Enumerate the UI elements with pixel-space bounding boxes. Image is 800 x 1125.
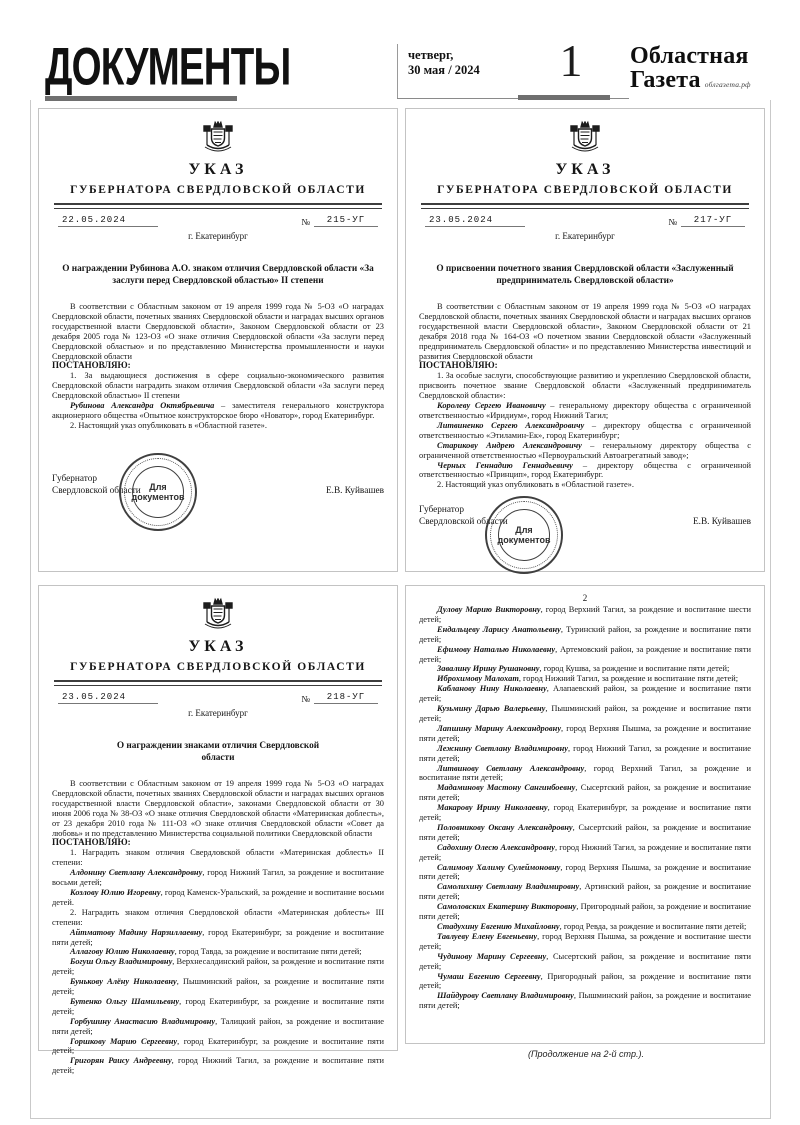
- award-entry: Старикову Андрею Александровичу – генеральному директору общества с ограниченной ответственностью «Первоуральский Автоагрегатный завод»;: [419, 440, 752, 460]
- doc-org-label: ГУБЕРНАТОРА СВЕРДЛОВСКОЙ ОБЛАСТИ: [437, 184, 733, 196]
- logo-line2: [630, 68, 751, 97]
- awardee-name: Лежнину Светлану Владимировну: [437, 743, 568, 753]
- continuation-page-number: 2: [582, 593, 588, 603]
- award-entry: Ендальцеву Ларису Анатольевну, Туринский район, за рождение и воспитание пяти детей;: [419, 624, 752, 644]
- award-entry: Черных Геннадию Геннадьевичу – директору общества с ограниченной ответственностью «Принцип», город Екатеринбург.: [419, 460, 752, 480]
- award-entry: Чудинову Марину Сергеевну, Сысертский район, за рождение и воспитание пяти детей;: [419, 951, 751, 971]
- signature-post-line2: Свердловской области: [52, 485, 141, 496]
- awardee-name: Литвинову Светлану Александровну: [437, 763, 585, 773]
- award-entry: Козлову Юлию Игоревну, город Каменск-Уральский, за рождение и воспитание восьми детей.: [52, 887, 384, 907]
- coat-of-arms-icon: [195, 595, 241, 633]
- issue-date-line2: 30 мая / 2024: [408, 63, 480, 77]
- awardee-name: Бунькову Алёну Николаевну: [70, 977, 177, 987]
- award-entry: Бунькову Алёну Николаевну, Пышминский район, за рождение и воспитание пяти детей;: [52, 977, 384, 997]
- award-entry: Аллагову Юлию Николаевну, город Тавда, за рождение и воспитание пяти детей;: [70, 947, 362, 957]
- award-entry: Бутенко Ольгу Шамильевну, город Екатеринбург, за рождение и воспитание пяти детей;: [52, 996, 384, 1016]
- awardee-name: Кабланову Нину Николаевну: [437, 684, 547, 694]
- award-entry: Литвиненко Сергею Александровичу – директору общества с ограниченной ответственностью «Этиламин-Ек», город Екатеринбург;: [419, 420, 752, 440]
- awardee-name: Чумаш Евгению Сергеевну: [437, 971, 541, 981]
- awardee-name: Григорян Раису Андреевну: [70, 1056, 172, 1066]
- awardee-name: Рубинова Александра Октябрьевича: [70, 401, 215, 411]
- doc-number-label: №: [301, 694, 310, 704]
- doc-body: [419, 302, 751, 490]
- issue-date: [408, 48, 480, 78]
- award-entry: Литвинову Светлану Александровну, город Верхний Тагил, за рождение и воспитание пяти детей;: [419, 763, 751, 783]
- awardee-name: Шайдурову Светлану Владимировну: [437, 991, 574, 1001]
- body-paragraph: В соответствии с Областным законом от 19 апреля 1999 года № 5-ОЗ «О наградах Свердловской области, почетных званиях Свердловской области и наградах высших органов государственной власти Свердловской области», Законом Свердловской области от 21 декабря 2018 года № 164-ОЗ «О почетном звании Свердловской области «Заслуженный предприниматель Свердловской области» и по представлению Министерства инвестиций и развития Свердловской области: [419, 302, 751, 361]
- awardee-name: Горбушину Анастасию Владимировну: [70, 1016, 216, 1026]
- doc-body: [52, 302, 384, 431]
- signature-block: [52, 473, 384, 497]
- masthead-divider: [397, 44, 398, 98]
- award-entry: Рубинова Александра Октябрьевича – заместителя генерального конструктора акционерного общества «Опытное конструкторское бюро «Новатор», город Екатеринбург.: [52, 401, 384, 420]
- awardee-name: Козлову Юлию Игоревну: [70, 887, 161, 897]
- awardee-name: Иброхимову Малохат: [437, 674, 519, 684]
- award-entry: Самоловских Екатерину Викторовну, Пригородный район, за рождение и воспитание пяти детей;: [419, 902, 751, 922]
- signature-post-line1: Губернатор: [52, 473, 98, 484]
- award-entry: Айтматову Мадину Нарзиллаевну, город Екатеринбург, за рождение и воспитание пяти детей;: [52, 927, 384, 947]
- body-paragraph: В соответствии с Областным законом от 19 апреля 1999 года № 5-ОЗ «О наградах Свердловской области, почетных званиях Свердловской области и наградах высших органов государственной власти Свердловской области», законами Свердловской области от 30 июня 2006 года № 38-ОЗ «О знаке отличия Свердловской области «Материнская доблесть», от 23 декабря 2010 года № 111-ОЗ «О знаке отличия Свердловской области «Совет да любовь» и по представлению Министерства социальной политики Свердловской области: [52, 779, 384, 838]
- doc-city: г. Екатеринбург: [188, 231, 248, 241]
- doc-type-label: УКАЗ: [555, 161, 615, 178]
- stamp-line2: документов: [497, 535, 551, 545]
- awardee-name: Ефимову Наталью Николаевну: [437, 644, 556, 654]
- stamp-center-text: [132, 466, 184, 518]
- award-entry: Горбушину Анастасию Владимировну, Талицкий район, за рождение и воспитание пяти детей;: [52, 1016, 385, 1036]
- doc-date: 23.05.2024: [425, 215, 525, 227]
- decree-continuation-panel: [405, 585, 765, 1044]
- awardee-name: Черных Геннадию Геннадьевичу: [437, 460, 573, 470]
- awardee-name: Садохину Олесю Александровну: [437, 842, 555, 852]
- award-entry: Дулову Марию Викторовну, город Верхний Тагил, за рождение и воспитание шести детей;: [419, 605, 751, 624]
- awardee-name: Кузьмину Дарью Валерьевну: [437, 704, 546, 714]
- doc-number: 215-УГ: [314, 215, 378, 227]
- awardee-name: Тавлуеву Елену Евгеньевну: [437, 931, 538, 941]
- awardee-name: Ендальцеву Ларису Анатольевну: [437, 624, 561, 634]
- stamp-line1: Для: [149, 482, 167, 492]
- award-entry: Королеву Сергею Ивановичу – генеральному директору общества с ограниченной ответственностью «Иридиум», город Нижний Тагил;: [419, 401, 751, 420]
- doc-double-rule: [54, 203, 382, 209]
- award-entry: Садохину Олесю Александровну, город Нижний Тагил, за рождение и воспитание пяти детей;: [419, 842, 751, 862]
- awardee-name: Старикову Андрею Александровичу: [437, 440, 582, 450]
- award-entry: Кабланову Нину Николаевну, Алапаевский район, за рождение и воспитание пяти детей;: [419, 684, 752, 704]
- doc-number: 218-УГ: [314, 692, 378, 704]
- round-stamp: [119, 453, 197, 531]
- page-frame-left: [30, 100, 31, 1118]
- awardee-name: Королеву Сергею Ивановичу: [437, 401, 546, 411]
- doc-city: г. Екатеринбург: [188, 708, 248, 718]
- awardee-name: Самоловских Екатерину Викторовну: [437, 902, 577, 912]
- awardee-name: Чудинову Марину Сергеевну: [437, 951, 547, 961]
- body-paragraph: 1. Наградить знаком отличия Свердловской области «Материнская доблесть» II степени:: [52, 848, 384, 868]
- body-paragraph: ПОСТАНОВЛЯЮ:: [52, 837, 131, 848]
- doc-number: 217-УГ: [681, 215, 745, 227]
- awardee-name: Макарову Ирину Николаевну: [437, 803, 548, 813]
- newspaper-logo: [630, 44, 751, 97]
- doc-date-row: [58, 215, 378, 227]
- awardee-name: Богуш Ольгу Владимировну: [70, 957, 173, 967]
- doc-number-label: №: [668, 217, 677, 227]
- award-entry: Кузьмину Дарью Валерьевну, Пышминский район, за рождение и воспитание пяти детей;: [419, 704, 751, 723]
- signature-post-line1: Губернатор: [419, 505, 465, 516]
- awardee-name: Горшкову Марию Сергеевну: [70, 1036, 178, 1046]
- body-paragraph: ПОСТАНОВЛЯЮ:: [52, 360, 131, 371]
- awardee-name: Половникову Оксану Александровну: [437, 822, 573, 832]
- body-paragraph: ПОСТАНОВЛЯЮ:: [419, 360, 498, 371]
- awardee-name: Алдонину Светлану Александровну: [70, 868, 203, 878]
- logo-line1: Областная: [630, 43, 749, 69]
- awardee-name: Мадаминову Мастону Сангинбоевну: [437, 783, 576, 793]
- awardee-name: Салимову Халиму Сулеймоновну: [437, 862, 561, 872]
- doc-body: [419, 605, 751, 1011]
- award-entry: Макарову Ирину Николаевну, город Екатеринбург, за рождение и воспитание пяти детей;: [419, 803, 751, 823]
- doc-double-rule: [54, 680, 382, 686]
- coat-of-arms-icon: [562, 118, 608, 156]
- award-entry: Мадаминову Мастону Сангинбоевну, Сысертский район, за рождение и воспитание пяти детей;: [419, 783, 752, 803]
- body-paragraph: 1. За выдающиеся достижения в сфере социально-экономического развития Свердловской области наградить знаком отличия Свердловской области «За заслуги перед Свердловской областью» II степени: [52, 371, 384, 401]
- page-number-underline: [518, 95, 610, 100]
- award-entry: Тавлуеву Елену Евгеньевну, город Верхняя Пышма, за рождение и воспитание шести детей;: [419, 931, 752, 951]
- doc-type-label: УКАЗ: [188, 638, 248, 655]
- doc-org-label: ГУБЕРНАТОРА СВЕРДЛОВСКОЙ ОБЛАСТИ: [70, 184, 366, 196]
- doc-type-label: УКАЗ: [188, 161, 248, 178]
- body-paragraph: 2. Настоящий указ опубликовать в «Областной газете».: [70, 420, 267, 430]
- doc-double-rule: [421, 203, 749, 209]
- awardee-name: Самолихину Светлану Владимировну: [437, 882, 580, 892]
- award-entry: Самолихину Светлану Владимировну, Артинский район, за рождение и воспитание пяти детей;: [419, 882, 751, 902]
- award-entry: Григорян Раису Андреевну, город Нижний Тагил, за рождение и воспитание пяти детей;: [52, 1056, 384, 1076]
- section-title-underline: [45, 96, 237, 101]
- body-paragraph: В соответствии с Областным законом от 19 апреля 1999 года № 5-ОЗ «О наградах Свердловской области, почетных званиях Свердловской области и наградах высших органов государственной власти Свердловской области», Законом Свердловской области от 23 декабря 2005 года № 123-ОЗ «О знаке отличия Свердловской области «За заслуги перед Свердловской областью» и по представлению Министерства промышленности и науки Свердловской области: [52, 302, 384, 361]
- doc-date: 23.05.2024: [58, 692, 158, 704]
- masthead: [0, 35, 800, 102]
- body-paragraph: 1. За особые заслуги, способствующие развитию и укреплению Свердловской области, присвоить почетное звание Свердловской области «Заслуженный предприниматель Свердловской области»:: [419, 371, 751, 401]
- decree-panel-215: [38, 108, 398, 572]
- award-entry: Шайдурову Светлану Владимировну, Пышминский район, за рождение и воспитание пяти детей;: [419, 991, 751, 1011]
- stamp-line1: Для: [515, 525, 533, 535]
- doc-title: О награждении знаками отличия Свердловской области: [116, 741, 320, 763]
- decree-panel-218: [38, 585, 398, 1076]
- page-frame-bottom: [30, 1118, 771, 1119]
- logo-line2-text: Газета: [630, 67, 701, 93]
- signature-block: [419, 504, 751, 528]
- award-entry: Алдонину Светлану Александровну, город Нижний Тагил, за рождение и воспитание восьми детей;: [52, 868, 385, 888]
- body-paragraph: 2. Наградить знаком отличия Свердловской области «Материнская доблесть» III степени:: [52, 907, 384, 927]
- awardee-name: Завалину Ирину Рушановну: [437, 664, 540, 674]
- awardee-name: Аллагову Юлию Николаевну: [70, 947, 175, 957]
- doc-date: 22.05.2024: [58, 215, 158, 227]
- decree-panel-217: [405, 108, 765, 572]
- awardee-name: Айтматову Мадину Нарзиллаевну: [70, 927, 203, 937]
- award-entry: Богуш Ольгу Владимировну, Верхнесалдинский район, за рождение и воспитание пяти детей;: [52, 957, 384, 977]
- doc-date-row: [425, 215, 745, 227]
- award-entry: Лапшину Марину Александровну, город Верхняя Пышма, за рождение и воспитание пяти детей;: [419, 723, 751, 743]
- doc-title: О награждении Рубинова А.О. знаком отличия Свердловской области «За заслуги перед Свердловской областью» II степени: [62, 264, 374, 286]
- signature-post-line2: Свердловской области: [419, 517, 508, 528]
- doc-city: г. Екатеринбург: [555, 231, 615, 241]
- issue-date-line1: четверг,: [408, 48, 454, 62]
- doc-org-label: ГУБЕРНАТОРА СВЕРДЛОВСКОЙ ОБЛАСТИ: [70, 661, 366, 673]
- award-entry: Стадухину Евгению Михайловну, город Ревда, за рождение и воспитание пяти детей;: [437, 922, 747, 931]
- award-entry: Половникову Оксану Александровну, Сысертский район, за рождение и воспитание пяти детей;: [419, 822, 751, 842]
- stamp-line2: документов: [131, 492, 185, 502]
- section-title: ДОКУМЕНТЫ: [45, 36, 291, 96]
- awardee-name: Лапшину Марину Александровну: [437, 723, 562, 733]
- doc-date-row: [58, 692, 378, 704]
- continuation-note: (Продолжение на 2-й стр.).: [528, 1049, 644, 1059]
- award-entry: Чумаш Евгению Сергеевну, Пригородный район, за рождение и воспитание пяти детей;: [419, 971, 751, 991]
- award-entry: Горшкову Марию Сергеевну, город Екатеринбург, за рождение и воспитание пяти детей;: [52, 1036, 384, 1056]
- doc-number-label: №: [301, 217, 310, 227]
- awardee-name: Литвиненко Сергею Александровичу: [437, 420, 585, 430]
- award-entry: Лежнину Светлану Владимировну, город Нижний Тагил, за рождение и воспитание пяти детей;: [419, 743, 751, 763]
- award-entry: Салимову Халиму Сулеймоновну, город Верхняя Пышма, за рождение и воспитание пяти детей;: [419, 862, 751, 882]
- logo-site: облгазета.рф: [704, 80, 751, 89]
- awardee-name: Стадухину Евгению Михайловну: [437, 922, 560, 931]
- stamp-center-text: [498, 509, 550, 561]
- award-entry: Ефимову Наталью Николаевну, Артемовский район, за рождение и воспитание пяти детей;: [419, 644, 752, 664]
- signature-name: Е.В. Куйвашев: [692, 517, 751, 528]
- body-paragraph: 2. Настоящий указ опубликовать в «Областной газете».: [437, 480, 634, 490]
- signature-name: Е.В. Куйвашев: [325, 485, 384, 496]
- awardee-name: Дулову Марию Викторовну: [437, 605, 541, 614]
- page-number: 1: [559, 35, 583, 86]
- page-frame-right: [770, 100, 771, 1118]
- doc-title: О присвоении почетного звания Свердловской области «Заслуженный предприниматель Свердловской области»: [436, 264, 734, 286]
- round-stamp: [485, 496, 563, 574]
- award-entry: Иброхимову Малохат, город Нижний Тагил, за рождение и воспитание пяти детей;: [437, 674, 739, 684]
- award-entry: Завалину Ирину Рушановну, город Кушва, за рождение и воспитание пяти детей;: [437, 664, 730, 674]
- awardee-name: Бутенко Ольгу Шамильевну: [70, 996, 180, 1006]
- doc-body: [52, 779, 384, 1076]
- coat-of-arms-icon: [195, 118, 241, 156]
